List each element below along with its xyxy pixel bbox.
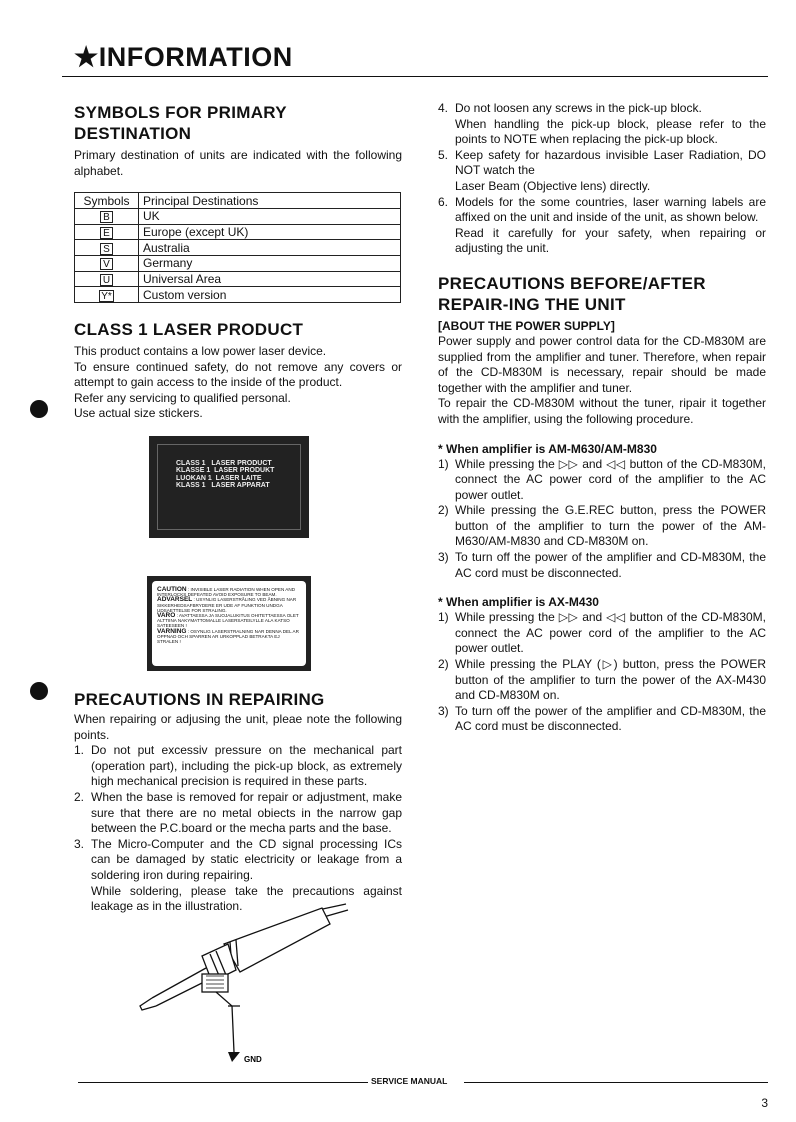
- amp-group-heading: * When amplifier is AM-M630/AM-M830: [438, 441, 657, 456]
- left-column: [74, 102, 402, 915]
- table-row: [75, 255, 401, 271]
- class1-sticker-text: CLASS 1 LASER PRODUCT KLASSE 1 LASER PRODUKT LUOKAN 1 LASER LAITE KLASS 1 LASER APPARAT: [157, 444, 301, 530]
- symbol-code: U: [100, 274, 113, 286]
- table-header: Symbols: [75, 193, 139, 209]
- list-item: 2) While pressing the G.E.REC button, press the POWER button of the amplifier to turn the power of the AM-M630/AM-M830 and CD-M830M on.: [438, 503, 766, 549]
- star-icon: ★: [74, 42, 99, 72]
- ground-symbol-icon: [228, 1052, 240, 1062]
- soldering-iron-illustration: [132, 902, 352, 1070]
- table-header: Principal Destinations: [139, 193, 401, 209]
- table-row: [75, 271, 401, 287]
- binding-hole: [30, 400, 48, 418]
- footer-rule: [464, 1082, 768, 1083]
- symbol-code: V: [100, 258, 113, 270]
- list-item: 1) While pressing the ▷▷ and ◁◁ button of the CD-M830M, connect the AC power cord of the amplifier to the AC power outlet.: [438, 610, 766, 656]
- destination-cell: Europe (except UK): [139, 224, 401, 240]
- destination-cell: Germany: [139, 255, 401, 271]
- destination-cell: Universal Area: [139, 271, 401, 287]
- header-rule: [62, 76, 768, 77]
- table-header-row: [75, 193, 401, 209]
- binding-hole: [30, 682, 48, 700]
- list-item: 1) While pressing the ▷▷ and ◁◁ button of the CD-M830M, connect the AC power cord of the amplifier to the AC power outlet.: [438, 456, 766, 502]
- list-item: 2. When the base is removed for repair or adjustment, make sure that there are no metal obiects in the narrow gap between the P.C.board or the mecha parts and the base.: [74, 789, 402, 836]
- repair-heading: PRECAUTIONS IN REPAIRING: [74, 689, 325, 709]
- right-list: [438, 101, 766, 257]
- list-item: 5. Keep safety for hazardous invisible Laser Radiation, DO NOT watch the Laser Beam (Objective lens) directly.: [438, 147, 766, 193]
- symbol-code: B: [100, 211, 113, 223]
- page-number: 3: [761, 1096, 768, 1110]
- power-supply-paragraph: Power supply and power control data for the CD-M830M are supplied from the amplifier and tuner. Therefore, when repair of the CD-M830M is necessary, repair should be made together with the amplifier and tuner.: [438, 333, 766, 395]
- symbols-heading: SYMBOLS FOR PRIMARY DESTINATION: [74, 103, 287, 143]
- list-item: 3) To turn off the power of the amplifier and CD-M830M, the AC cord must be disconnected.: [438, 550, 766, 580]
- caution-laser-sticker: [147, 576, 311, 671]
- destination-cell: Custom version: [139, 287, 401, 303]
- class1-line: To ensure continued safety, do not remove any covers or attempt to gain access to the inside of the product.: [74, 359, 402, 390]
- symbol-code: Y*: [101, 290, 112, 302]
- class1-line: Use actual size stickers.: [74, 406, 203, 421]
- list-item: 4. Do not loosen any screws in the pick-up block. When handling the pick-up block, please refer to the points to NOTE when replacing the pick-up block.: [438, 101, 766, 147]
- list-item: 1. Do not put excessiv pressure on the mechanical part (operation part), including the pick-up block, as extremely high mechanical precision is required in these parts.: [74, 743, 402, 789]
- symbol-code: S: [100, 243, 113, 255]
- footer-text: SERVICE MANUAL: [371, 1076, 448, 1086]
- class1-line: Refer any servicing to qualified personal.: [74, 390, 291, 405]
- page-title-text: INFORMATION: [98, 42, 293, 72]
- amp-group-steps: [438, 457, 766, 582]
- table-row: [75, 208, 401, 224]
- caution-entry: VARNING : OSYNLIG LASERSTRALNING NAR DENNA DEL AR OPPNAD OCH SPARREN AR URKOPPLAD BETRAKTA EJ STRALEN !: [157, 627, 299, 644]
- symbol-code: E: [100, 227, 113, 239]
- caution-sticker-body: [152, 581, 306, 666]
- class1-heading: CLASS 1 LASER PRODUCT: [74, 320, 304, 339]
- gnd-label: GND: [244, 1055, 262, 1064]
- right-column: [438, 101, 766, 735]
- footer-rule: [78, 1082, 368, 1083]
- list-item: 2) While pressing the PLAY (▷) button, press the POWER button of the amplifier to turn the power of the AX-M430 and CD-M830M on.: [438, 657, 766, 703]
- list-item: 3) To turn off the power of the amplifier and CD-M830M, the AC cord must be disconnected.: [438, 703, 766, 734]
- table-row: [75, 287, 401, 303]
- list-item: 6. Models for the some countries, laser warning labels are affixed on the unit and inside of the unit, as shown below. Read it carefully for your safety, when repairing or adjusting the unit.: [438, 194, 766, 256]
- repair-item3-extra: While soldering, please take the precautions against leakage as in the illustration.: [91, 883, 402, 914]
- list-item: 3. The Micro-Computer and the CD signal processing ICs can be damaged by static electricity or leakage from a soldering iron during repairing. While soldering, please take the precautions against leakage as in the illustration.: [74, 836, 402, 914]
- page-title: [74, 42, 293, 73]
- amp-group-heading: * When amplifier is AX-M430: [438, 595, 599, 610]
- power-supply-subheading: [ABOUT THE POWER SUPPLY]: [438, 318, 615, 333]
- caution-entry: CAUTION : INVISIBLE LASER RADIATION WHEN OPEN AND INTERLOCKS DEFEATED AVOID EXPOSURE TO BEAM.: [157, 585, 296, 598]
- class1-line: This product contains a low power laser device.: [74, 344, 327, 358]
- repair-list: [74, 743, 402, 915]
- repair-intro: When repairing or adjusing the unit, pleae note the following points.: [74, 711, 402, 742]
- table-row: [75, 240, 401, 256]
- power-supply-paragraph: To repair the CD-M830M without the tuner, ripair it together with the amplifier, using the following procedure.: [438, 396, 766, 426]
- caution-entry: VARO : AVATTAESSA JA SUOJALUKITUS OHITETTAESSA OLET ALTTIINA NAKYMATTOMALLE LASERSATEILYLLE ALA KATSO SATEESEEN !: [157, 611, 299, 629]
- class1-laser-sticker: [149, 436, 309, 538]
- amp-group-steps: [438, 610, 766, 735]
- before-after-heading: PRECAUTIONS BEFORE/AFTER REPAIR-ING THE UNIT: [438, 273, 706, 314]
- symbols-intro: Primary destination of units are indicated with the following alphabet.: [74, 148, 402, 178]
- destination-cell: Australia: [139, 240, 401, 256]
- destination-table: [74, 192, 401, 303]
- destination-cell: UK: [139, 208, 401, 224]
- table-row: [75, 224, 401, 240]
- caution-entry: ADVARSEL : USYNLIG LASERSTRÅLING VED ÅBNING NAR SIKKERHEDSAFBRYDERE ER UDE AF FUNKTION UNDGA UDSAETTELSE FOR STRALING.: [157, 596, 297, 613]
